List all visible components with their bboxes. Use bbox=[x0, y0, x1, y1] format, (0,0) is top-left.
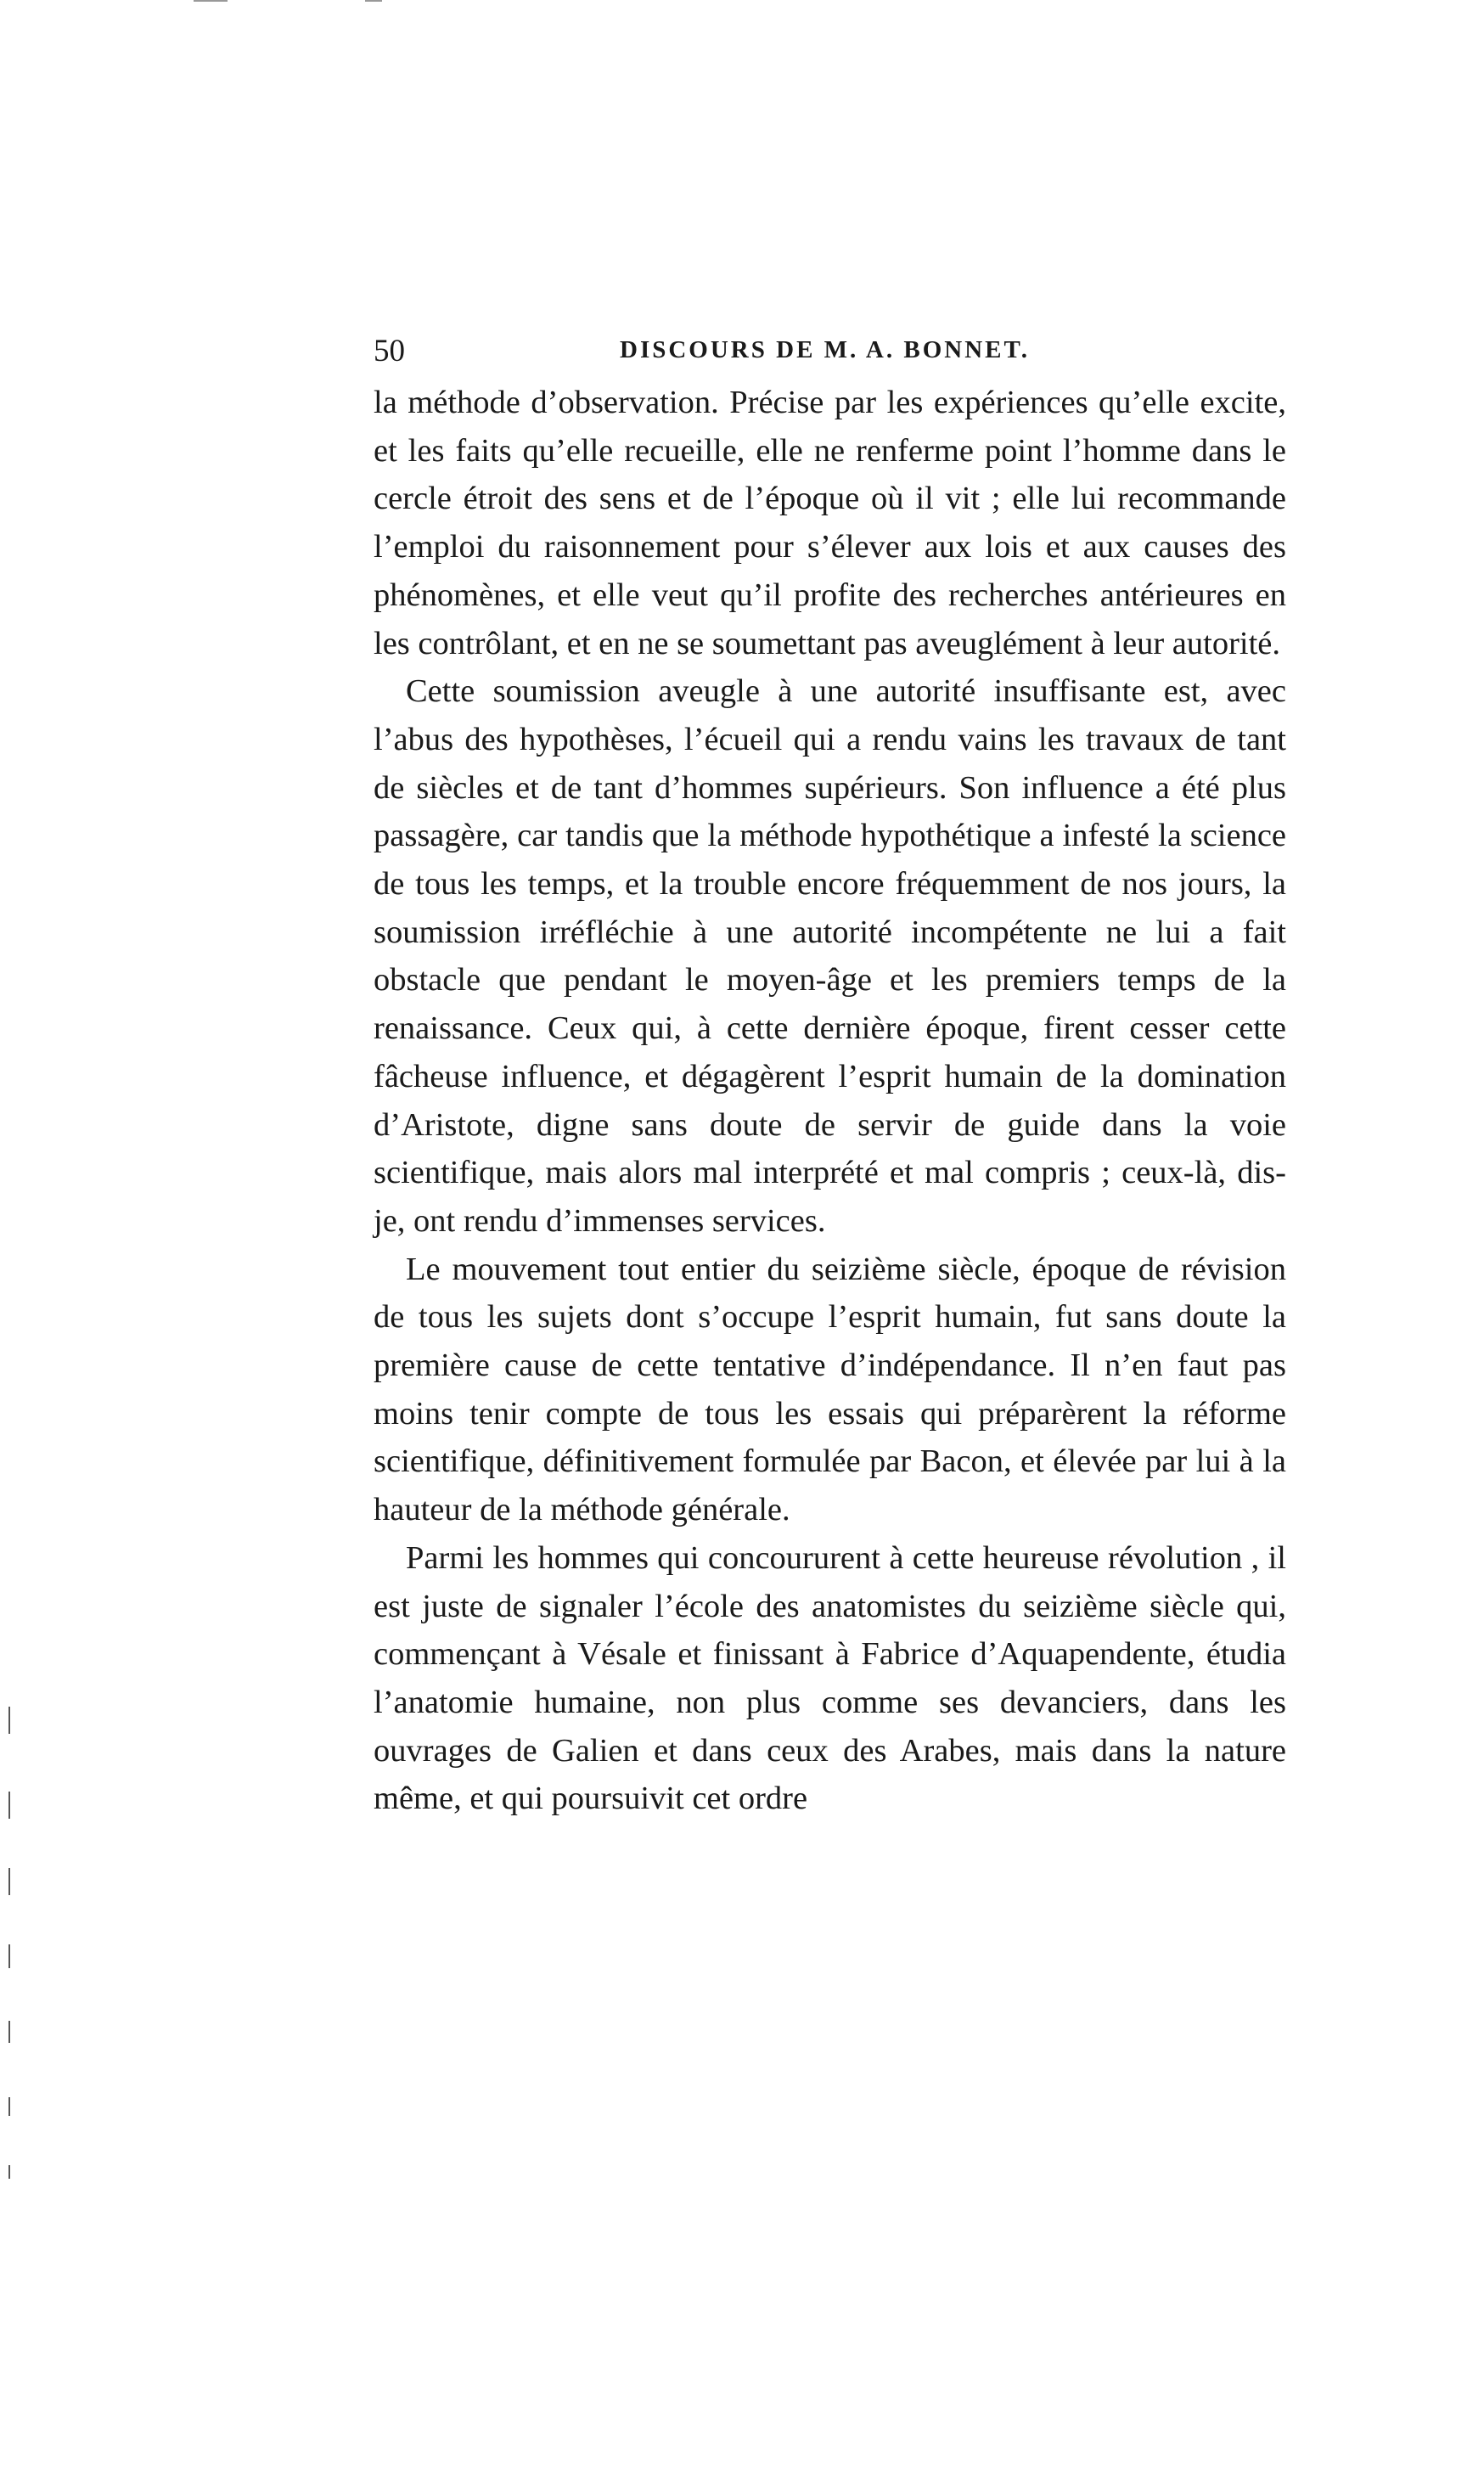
margin-mark bbox=[8, 2021, 10, 2043]
page-number: 50 bbox=[374, 334, 405, 368]
margin-mark bbox=[8, 1707, 10, 1734]
margin-mark bbox=[8, 1792, 10, 1819]
running-head: DISCOURS DE M. A. BONNET. bbox=[620, 336, 1030, 363]
paragraph: la méthode d’observation. Précise par les expériences qu’elle excite, et les faits qu’elle recueille, elle ne renferme point l’homme dans le cercle étroit des sens et de l’époque où il vit ; elle lui recommande l’emploi du raisonnement pour s’élever aux lois et aux causes des phénomènes, et elle veut qu’il profite des recherches antérieures en les contrôlant, et en ne se soumettant pas aveuglément à leur autorité. bbox=[374, 385, 1286, 661]
paragraph: Cette soumission aveugle à une autorité insuffisante est, avec l’abus des hypothèses, l’écueil qui a rendu vains les travaux de tant de siècles et de tant d’hommes supérieurs. Son influence a été plus passagère, car tandis que la méthode hypothétique a infesté la science de tous les temps, et la trouble encore fréquemment de nos jours, la soumission irréfléchie à une autorité incompétente ne lui a fait obstacle que pendant le moyen-âge et les premiers temps de la renaissance. Ceux qui, à cette dernière époque, firent cesser cette fâcheuse influence, et dégagèrent l’esprit humain de la domination d’Aristote, digne sans doute de servir de guide dans la voie scientifique, mais alors mal interprété et mal compris ; ceux-là, dis-je, ont rendu d’immenses services. bbox=[374, 673, 1286, 1239]
margin-mark bbox=[8, 2165, 10, 2179]
page-header bbox=[374, 333, 1286, 375]
scan-mark bbox=[365, 0, 382, 2]
scan-mark bbox=[194, 0, 228, 2]
body-text bbox=[374, 379, 1286, 1823]
margin-mark bbox=[8, 2097, 10, 2116]
paragraph: Parmi les hommes qui concoururent à cette heureuse révolution , il est juste de signaler l’école des anatomistes du seizième siècle qui, commençant à Vésale et finissant à Fabrice d’Aquapendente, étudia l’anatomie humaine, non plus comme ses devanciers, dans les ouvrages de Galien et dans ceux des Arabes, mais dans la nature même, et qui poursuivit cet ordre bbox=[374, 1539, 1286, 1817]
margin-mark bbox=[8, 1868, 10, 1895]
paragraph: Le mouvement tout entier du seizième siècle, époque de révision de tous les sujets dont s’occupe l’esprit humain, fut sans doute la première cause de cette tentative d’indépendance. Il n’en faut pas moins tenir compte de tous les essais qui préparèrent la réforme scientifique, définitivement formulée par Bacon, et élevée par lui à la hauteur de la méthode générale. bbox=[374, 1251, 1286, 1528]
margin-mark bbox=[8, 1944, 10, 1968]
